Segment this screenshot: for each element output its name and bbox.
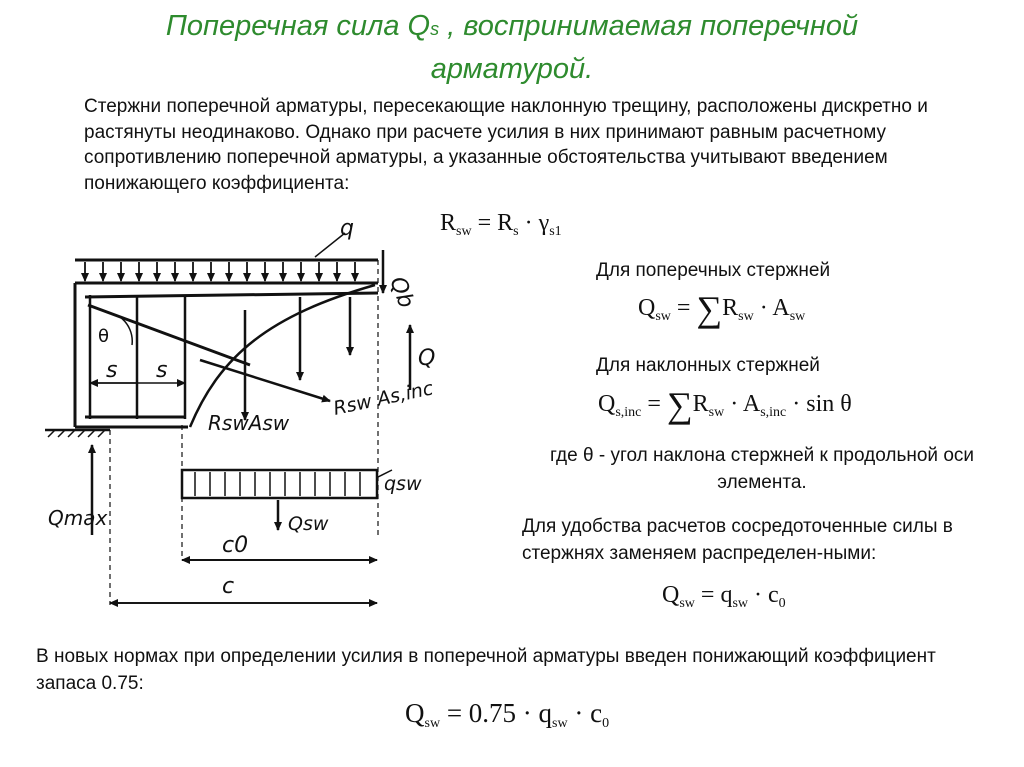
inclined-force-arrow [200, 360, 330, 401]
label-theta: θ [98, 326, 110, 347]
convenience-text: Для удобства расчетов сосредоточенные силы в стержнях заменяем распределен-ными: [522, 516, 953, 564]
formula-inclined: $Q_{s,inc} = \sum R_{sw} \cdot A_{s,inc} \cdot \sin \theta$ [598, 385, 852, 425]
top-rebar [85, 293, 378, 297]
label-c: c [222, 574, 235, 599]
transverse-label: Для поперечных стержней [596, 260, 831, 281]
formula-transverse: $Q_{sw} = \sum R_{sw} \cdot A_{sw}$ [638, 289, 806, 329]
formula-rsw: $R_{sw} = R_s \cdot \gamma_{s1}$ [440, 210, 562, 239]
inclined-label: Для наклонных стержней [596, 355, 820, 376]
label-rsw-asinc: Rsw As,inc [331, 377, 436, 420]
label-rsw-asw: RswAsw [208, 411, 290, 435]
new-norms-text: В новых нормах при определении усилия в поперечной арматуры введен понижающий коэффициент запаса 0.75: [36, 646, 936, 694]
beam-shear-diagram [0, 205, 520, 625]
formula-qsw: $Q_{sw} = q_{sw} \cdot c_0$ [662, 582, 786, 611]
label-qsw: qsw [384, 473, 422, 495]
label-qb: Qb [384, 273, 419, 312]
title-line-1: Поперечная сила Qs , воспринимаемая поперечной [165, 10, 859, 42]
inclined-bar [88, 305, 250, 365]
qsw-block [182, 470, 377, 498]
label-s2: s [156, 358, 168, 383]
label-s1: s [106, 358, 118, 383]
where-text: где θ - угол наклона стержней к продольной оси элемента. [549, 445, 974, 493]
label-Q: Q [418, 346, 436, 371]
qsw-hatch [195, 472, 360, 496]
title-line-2: арматурой. [430, 53, 594, 85]
label-qmax: Qmax [48, 506, 108, 530]
slide-title [0, 6, 1024, 89]
label-Qsw: Qsw [288, 513, 329, 535]
stirrups [90, 295, 185, 419]
label-q: q [340, 216, 354, 241]
intro-paragraph: Стержни поперечной арматуры, пересекающие наклонную трещину, расположены дискретно и растянуты неодинаково. Однако при расчете усилия в них принимают равным расчетному сопротивлению поперечной арматуры, а указанные обстоятельства учитывают введением понижающего коэффициента: [84, 96, 928, 194]
formula-final: $Q_{sw} = 0.75 \cdot q_{sw} \cdot c_0$ [405, 698, 610, 731]
load-arrows [85, 262, 355, 281]
label-c0: c0 [222, 533, 249, 558]
